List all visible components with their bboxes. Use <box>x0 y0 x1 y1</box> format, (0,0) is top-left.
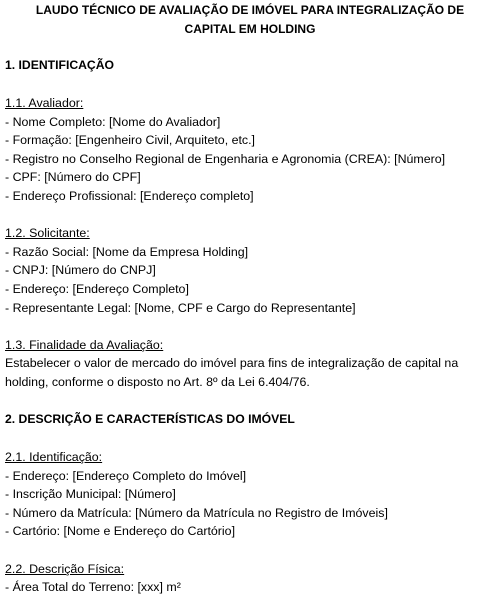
list-item: - Endereço: [Endereço Completo do Imóvel] <box>5 468 247 483</box>
subsection-heading: 2.2. Descrição Física: <box>5 561 125 576</box>
list-item: - Formação: [Engenheiro Civil, Arquiteto, etc.] <box>5 133 255 148</box>
list-item: - Endereço: [Endereço Completo] <box>5 281 189 296</box>
list-item: - Endereço Profissional: [Endereço completo] <box>5 188 254 203</box>
section-heading: 2. DESCRIÇÃO E CARACTERÍSTICAS DO IMÓVEL <box>5 412 295 427</box>
section-descricao <box>5 410 500 597</box>
subsection-heading: 1.3. Finalidade da Avaliação: <box>5 337 164 352</box>
subsection-heading: 2.1. Identificação: <box>5 450 103 465</box>
subsection-finalidade <box>5 336 500 392</box>
subsection-identificacao-imovel <box>5 448 500 541</box>
subsection-descricao-fisica <box>5 560 500 597</box>
list-item: - CNPJ: [Número do CNPJ] <box>5 263 156 278</box>
list-item: - Nome Completo: [Nome do Avaliador] <box>5 114 221 129</box>
subsection-solicitante <box>5 224 500 317</box>
list-item: - Número da Matrícula: [Número da Matrícula no Registro de Imóveis] <box>5 505 388 520</box>
list-item: - Registro no Conselho Regional de Engenharia e Agronomia (CREA): [Número] <box>5 151 446 166</box>
section-identificacao <box>5 56 500 392</box>
section-heading: 1. IDENTIFICAÇÃO <box>5 58 115 72</box>
paragraph: Estabelecer o valor de mercado do imóvel para fins de integralização de capital na holding, conforme o disposto no Art. 8º da Lei 6.404/76. <box>5 356 459 389</box>
list-item: - Área Total do Terreno: [xxx] m² <box>5 580 181 595</box>
subsection-heading: 1.2. Solicitante: <box>5 226 90 241</box>
subsection-heading: 1.1. Avaliador: <box>5 96 84 110</box>
subsection-avaliador <box>5 94 500 206</box>
list-item: - Inscrição Municipal: [Número] <box>5 487 176 502</box>
document-body <box>5 56 500 597</box>
list-item: - Representante Legal: [Nome, CPF e Cargo do Representante] <box>5 300 356 315</box>
document-title: LAUDO TÉCNICO DE AVALIAÇÃO DE IMÓVEL PARA INTEGRALIZAÇÃO DE CAPITAL EM HOLDING <box>35 3 465 36</box>
list-item: - CPF: [Número do CPF] <box>5 170 141 185</box>
list-item: - Razão Social: [Nome da Empresa Holding] <box>5 244 249 259</box>
list-item: - Cartório: [Nome e Endereço do Cartório] <box>5 524 236 539</box>
